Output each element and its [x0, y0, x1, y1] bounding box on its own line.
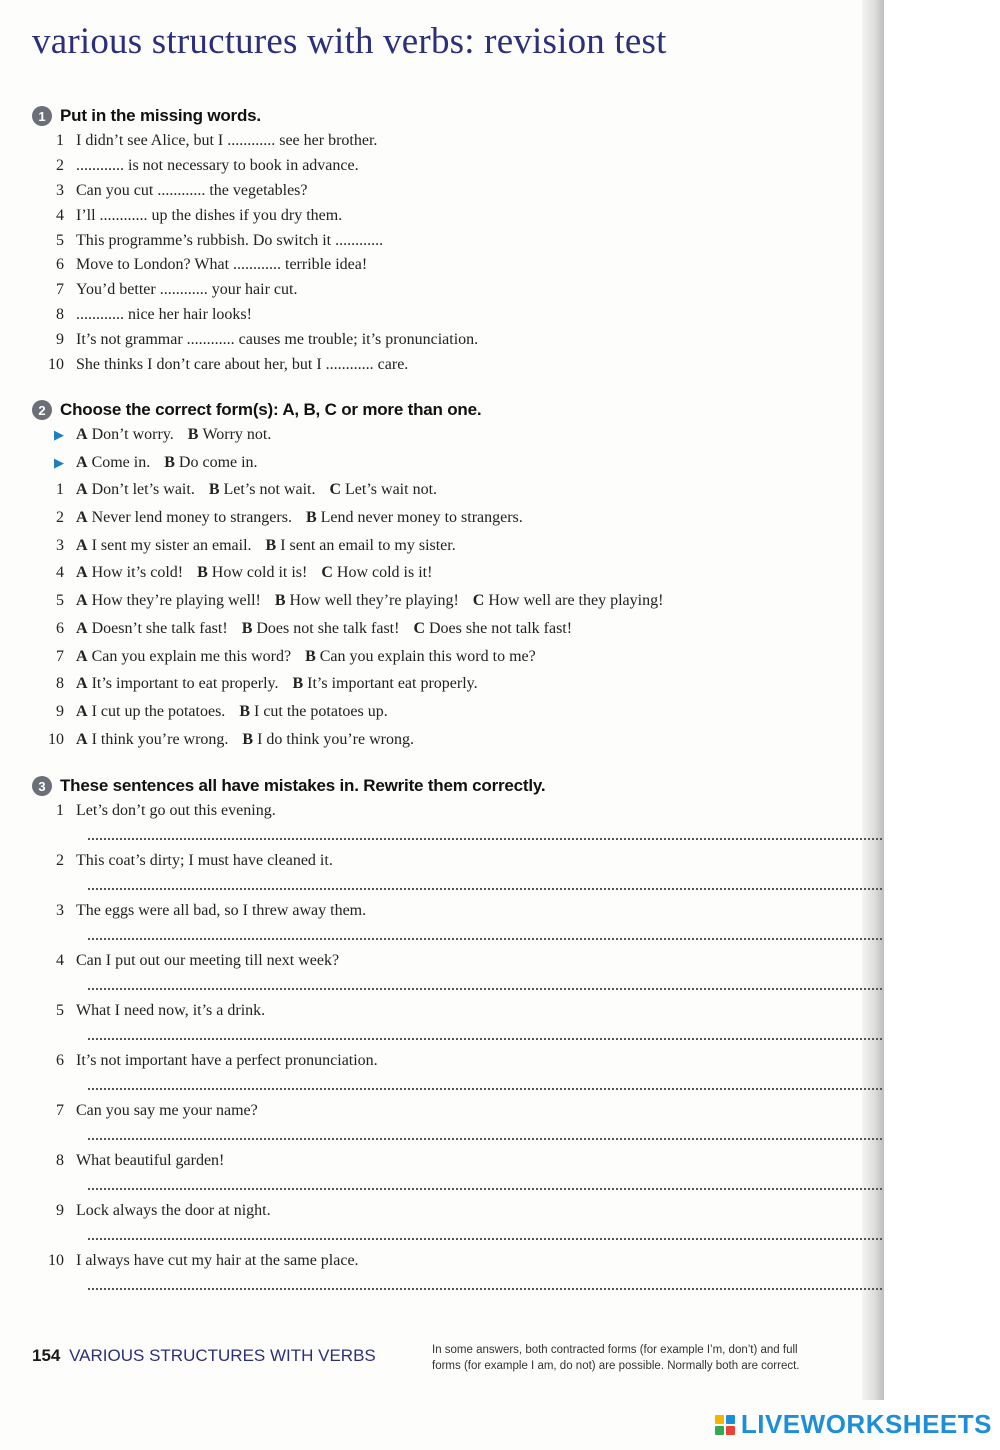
question-item — [32, 675, 882, 703]
question-number: 2 — [56, 156, 64, 174]
option-letter: B — [187, 426, 199, 443]
section-choose-form — [32, 398, 882, 758]
question-number: 2 — [56, 852, 64, 869]
option-letter: B — [239, 702, 250, 720]
option-letter: B — [197, 564, 208, 582]
question-item — [32, 1102, 882, 1128]
answer-option[interactable] — [321, 564, 432, 582]
answer-line[interactable] — [88, 1138, 882, 1140]
option-text: Don’t worry. — [91, 426, 174, 443]
question-number: 4 — [56, 206, 64, 224]
question-number: 5 — [56, 1002, 64, 1019]
question-number: 3 — [56, 536, 64, 554]
rewrite-item — [32, 1102, 882, 1152]
option-text: I sent an email to my sister. — [280, 536, 456, 554]
question-text: Can you cut ............ the vegetables? — [76, 181, 308, 199]
option-text: Do come in. — [178, 453, 258, 471]
answer-option[interactable] — [329, 481, 437, 499]
brand-grid-icon — [715, 1415, 735, 1435]
rewrite-item — [32, 952, 882, 1002]
section-header — [32, 104, 882, 128]
rewrite-item — [32, 1002, 882, 1052]
question-text: I always have cut my hair at the same place. — [76, 1252, 359, 1269]
question-item — [32, 1252, 882, 1278]
answer-option[interactable] — [413, 620, 572, 638]
option-text: How it’s cold! — [91, 564, 184, 582]
footer-chapter — [32, 1346, 376, 1366]
option-letter: B — [164, 453, 175, 471]
question-number: 10 — [48, 356, 64, 374]
option-text: Doesn’t she talk fast! — [91, 619, 228, 637]
answer-line[interactable] — [88, 838, 882, 840]
answer-option[interactable] — [76, 426, 174, 444]
option-letter: C — [329, 481, 342, 499]
question-list — [32, 132, 882, 381]
rewrite-item — [32, 802, 882, 852]
question-item — [32, 509, 882, 537]
section-number-badge: 1 — [32, 106, 52, 126]
rewrite-item — [32, 1202, 882, 1252]
answer-option[interactable] — [266, 537, 456, 555]
option-letter: B — [208, 481, 220, 499]
option-letter: B — [305, 647, 316, 665]
option-text: Come in. — [91, 453, 151, 471]
answer-option[interactable] — [76, 648, 291, 666]
footer-note-line: forms (for example I am, do not) are possible. Normally both are correct. — [432, 1360, 800, 1372]
question-item — [32, 1202, 882, 1228]
option-text: I do think you’re wrong. — [257, 730, 414, 748]
question-text: Let’s don’t go out this evening. — [76, 802, 276, 819]
rewrite-item — [32, 1152, 882, 1202]
example-item — [32, 426, 882, 454]
option-text: Worry not. — [202, 426, 272, 443]
question-text: Move to London? What ............ terrible idea! — [76, 256, 368, 274]
question-text: I didn’t see Alice, but I ............ see her brother. — [76, 132, 378, 149]
option-letter: A — [76, 730, 88, 748]
page-number: 154 — [32, 1346, 61, 1365]
option-text: Lend never money to strangers. — [320, 509, 523, 527]
question-text: This programme’s rubbish. Do switch it ............ — [76, 231, 384, 249]
logo-square — [726, 1415, 735, 1424]
option-text: I sent my sister an email. — [91, 536, 252, 554]
question-item — [32, 802, 882, 828]
option-letter: B — [241, 619, 253, 637]
answer-line[interactable] — [88, 888, 882, 890]
question-list — [32, 802, 882, 1302]
answer-line[interactable] — [88, 1038, 882, 1040]
question-item — [32, 132, 882, 157]
question-item — [32, 852, 882, 878]
question-text: I’ll ............ up the dishes if you dry them. — [76, 206, 343, 224]
option-text: How well are they playing! — [488, 592, 664, 610]
logo-square — [726, 1426, 735, 1435]
answer-option[interactable] — [76, 481, 195, 499]
option-text: I think you’re wrong. — [91, 730, 229, 748]
question-number: 1 — [56, 132, 64, 149]
question-text: Can you say me your name? — [76, 1102, 258, 1119]
option-letter: A — [76, 509, 88, 527]
question-item — [32, 1002, 882, 1028]
question-text: You’d better ............ your hair cut. — [76, 281, 298, 299]
answer-option[interactable] — [76, 675, 278, 693]
answer-line[interactable] — [88, 938, 882, 940]
answer-line[interactable] — [88, 1288, 882, 1290]
question-text: Lock always the door at night. — [76, 1202, 271, 1219]
brand-name: LIVEWORKSHEETS — [740, 1409, 992, 1439]
question-text: ............ nice her hair looks! — [76, 306, 252, 324]
question-number: 3 — [56, 902, 64, 919]
option-letter: B — [305, 509, 317, 527]
option-letter: C — [413, 619, 425, 637]
option-letter: A — [76, 619, 88, 637]
question-number: 6 — [56, 1052, 64, 1069]
option-text: Does not she talk fast! — [256, 619, 400, 637]
option-text: I cut the potatoes up. — [253, 702, 388, 720]
question-item — [32, 232, 882, 257]
question-item — [32, 648, 882, 676]
answer-line[interactable] — [88, 1088, 882, 1090]
option-text: Let’s wait not. — [345, 481, 438, 499]
option-letter: A — [76, 453, 88, 471]
question-number: 7 — [56, 1102, 64, 1119]
answer-option[interactable] — [76, 731, 228, 749]
rewrite-item — [32, 902, 882, 952]
section-heading: Put in the missing words. — [60, 106, 261, 125]
question-text: What beautiful garden! — [76, 1152, 225, 1169]
answer-line[interactable] — [88, 1188, 882, 1190]
question-number: 6 — [56, 256, 64, 274]
question-item — [32, 256, 882, 281]
option-letter: A — [76, 536, 88, 554]
page-title: various structures with verbs: revision test — [32, 21, 667, 62]
answer-option[interactable] — [292, 675, 477, 693]
question-number: 2 — [56, 509, 64, 527]
question-item — [32, 952, 882, 978]
section-header — [32, 774, 882, 798]
question-text: What I need now, it’s a drink. — [76, 1002, 266, 1019]
option-letter: C — [321, 564, 333, 582]
question-number: 9 — [56, 1202, 64, 1219]
answer-option[interactable] — [76, 564, 183, 582]
answer-option[interactable] — [239, 703, 387, 721]
option-text: How well they’re playing! — [289, 592, 459, 610]
option-letter: B — [292, 675, 304, 693]
example-arrow-icon: ▶ — [54, 427, 64, 442]
option-text: How they’re playing well! — [91, 592, 261, 610]
section-heading: These sentences all have mistakes in. Rewrite them correctly. — [60, 776, 546, 795]
section-heading: Choose the correct form(s): A, B, C or more than one. — [60, 400, 482, 419]
answer-option[interactable] — [76, 454, 150, 472]
question-number: 9 — [56, 702, 64, 720]
question-item — [32, 207, 882, 232]
question-number: 1 — [56, 481, 64, 499]
option-text: How cold is it! — [336, 564, 433, 582]
option-text: Don’t let’s wait. — [91, 481, 195, 499]
example-item — [32, 454, 882, 482]
question-number: 6 — [56, 619, 64, 637]
option-letter: A — [76, 702, 88, 720]
footer-note-line: In some answers, both contracted forms (for example I’m, don’t) and full — [432, 1344, 798, 1356]
question-item — [32, 1152, 882, 1178]
question-number: 8 — [56, 675, 64, 693]
question-item — [32, 182, 882, 207]
option-text: Never lend money to strangers. — [91, 509, 292, 527]
answer-option[interactable] — [76, 592, 261, 610]
question-number: 4 — [56, 952, 64, 969]
option-text: It’s important eat properly. — [307, 675, 478, 693]
question-item — [32, 731, 882, 759]
footer-note — [432, 1342, 882, 1374]
question-item — [32, 356, 882, 381]
answer-option[interactable] — [76, 537, 252, 555]
question-text: Can I put out our meeting till next week? — [76, 952, 340, 969]
question-number: 9 — [56, 331, 64, 349]
question-item — [32, 331, 882, 356]
question-item — [32, 281, 882, 306]
question-number: 7 — [56, 281, 64, 299]
answer-option[interactable] — [242, 620, 400, 638]
question-text: The eggs were all bad, so I threw away them. — [76, 902, 367, 919]
option-text: Can you explain this word to me? — [319, 647, 536, 665]
option-letter: A — [76, 564, 88, 582]
answer-option[interactable] — [164, 454, 257, 472]
question-item — [32, 592, 882, 620]
question-item — [32, 1052, 882, 1078]
option-text: Let’s not wait. — [223, 481, 316, 499]
question-item — [32, 537, 882, 565]
question-item — [32, 564, 882, 592]
answer-option[interactable] — [188, 426, 272, 444]
question-number: 8 — [56, 306, 64, 324]
answer-option[interactable] — [306, 509, 523, 527]
answer-option[interactable] — [275, 592, 459, 610]
option-text: It’s important to eat properly. — [91, 675, 279, 693]
question-text: This coat’s dirty; I must have cleaned it. — [76, 852, 333, 869]
option-letter: A — [76, 592, 88, 610]
section-rewrite — [32, 774, 882, 1302]
option-letter: A — [76, 647, 88, 665]
question-text: She thinks I don’t care about her, but I ............ care. — [76, 356, 409, 374]
question-item — [32, 481, 882, 509]
option-text: Does she not talk fast! — [429, 619, 573, 637]
rewrite-item — [32, 1252, 882, 1302]
option-letter: A — [76, 426, 88, 443]
option-letter: B — [274, 592, 286, 610]
answer-option[interactable] — [305, 648, 536, 666]
rewrite-item — [32, 1052, 882, 1102]
question-number: 8 — [56, 1152, 64, 1169]
question-number: 5 — [56, 231, 64, 249]
question-number: 5 — [56, 592, 64, 610]
question-number: 4 — [56, 564, 64, 582]
option-letter: C — [472, 592, 485, 610]
question-number: 7 — [56, 647, 64, 665]
question-number: 10 — [48, 1252, 64, 1269]
answer-option[interactable] — [76, 620, 228, 638]
question-item — [32, 306, 882, 331]
question-number: 1 — [56, 802, 64, 819]
answer-line[interactable] — [88, 1238, 882, 1240]
section-missing-words — [32, 104, 882, 381]
option-text: I cut up the potatoes. — [91, 702, 226, 720]
question-item — [32, 620, 882, 648]
answer-option[interactable] — [242, 731, 414, 749]
question-item — [32, 902, 882, 928]
option-text: Can you explain me this word? — [91, 647, 292, 665]
chapter-name: VARIOUS STRUCTURES WITH VERBS — [69, 1346, 376, 1365]
option-text: How cold it is! — [211, 564, 308, 582]
question-number: 3 — [56, 181, 64, 199]
question-number: 10 — [48, 730, 64, 748]
option-letter: A — [76, 481, 88, 499]
liveworksheets-logo[interactable] — [715, 1409, 992, 1440]
rewrite-item — [32, 852, 882, 902]
option-letter: B — [265, 536, 277, 554]
answer-option[interactable] — [76, 509, 292, 527]
question-text: ............ is not necessary to book in advance. — [76, 156, 359, 174]
example-arrow-icon: ▶ — [54, 454, 64, 470]
question-list — [32, 426, 882, 758]
logo-square — [715, 1415, 724, 1424]
question-text: It’s not important have a perfect pronunciation. — [76, 1052, 378, 1069]
option-letter: B — [242, 730, 254, 748]
question-text: It’s not grammar ............ causes me trouble; it’s pronunciation. — [76, 331, 479, 349]
answer-option[interactable] — [473, 592, 664, 610]
logo-square — [715, 1426, 724, 1435]
section-number-badge: 2 — [32, 400, 52, 420]
option-letter: A — [76, 675, 88, 693]
question-item — [32, 157, 882, 182]
answer-option[interactable] — [197, 564, 307, 582]
section-header — [32, 398, 882, 422]
page-footer — [32, 1342, 882, 1382]
question-item — [32, 703, 882, 731]
answer-line[interactable] — [88, 988, 882, 990]
answer-option[interactable] — [209, 481, 316, 499]
answer-option[interactable] — [76, 703, 225, 721]
section-number-badge: 3 — [32, 776, 52, 796]
